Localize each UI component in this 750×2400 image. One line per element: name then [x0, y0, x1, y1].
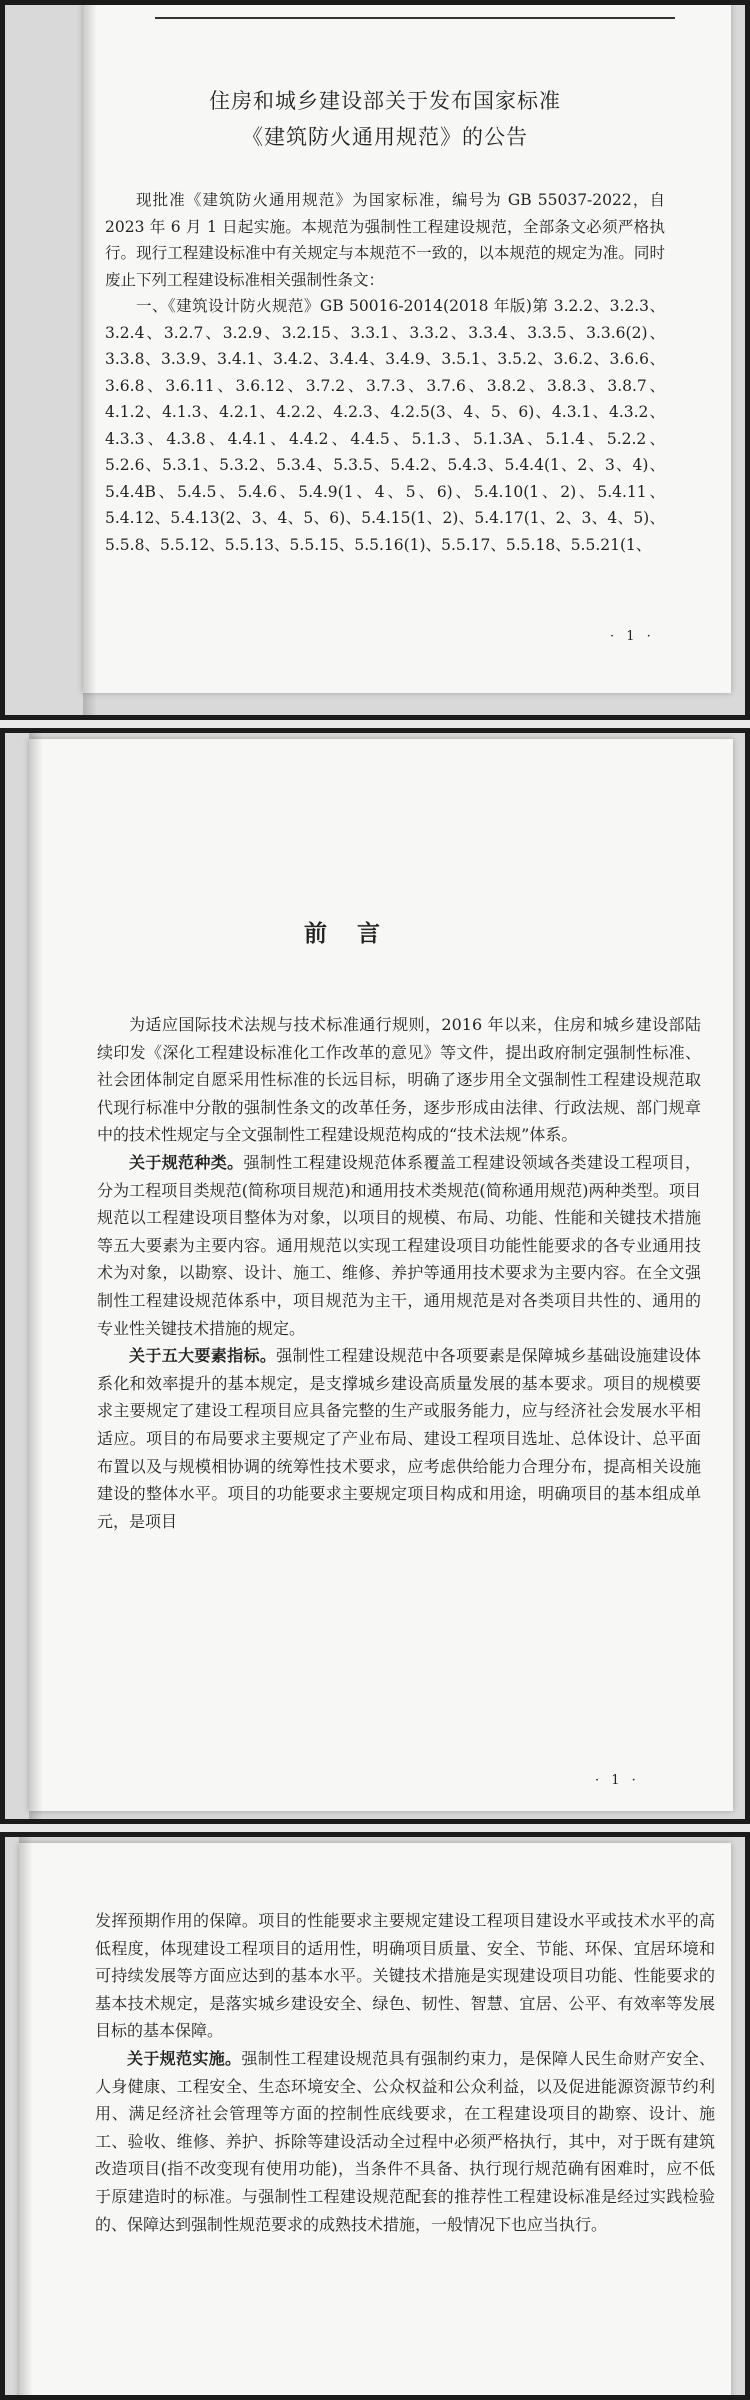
- page-fold-shadow: [19, 1837, 33, 2395]
- body-paragraph: 现批准《建筑防火通用规范》为国家标准，编号为 GB 55037-2022，自 2023 年 6 月 1 日起实施。本规范为强制性工程建设规范，全部条文必须严格执行。现行工程建设标准中有关规定与本规范不一致的，以本规范的规定为准。同时废止下列工程建设标准相关强制性条文：: [105, 191, 665, 289]
- page-fold-shadow: [83, 5, 97, 715]
- page-photo-3: [0, 1832, 750, 2400]
- paragraph-text: 强制性工程建设规范具有强制约束力，是保障人民生命财产安全、人身健康、工程安全、生态环境安全、公众权益和公众利益，以及促进能源资源节约利用、满足经济社会管理等方面的控制性底线要求，在工程建设项目的勘察、设计、施工、验收、维修、养护、拆除等建设活动全过程中必须严格执行，其中，对于既有建筑改造项目(指不改变现有使用功能)，当条件不具备、执行现行规范确有困难时，应不低于原建造时的标准。与强制性工程建设规范配套的推荐性工程建设标准是经过实践检验的、保障达到强制性规范要求的成熟技术措施，一般情况下也应当执行。: [95, 2048, 715, 2234]
- top-rule: [155, 17, 675, 19]
- paragraph-text: 强制性工程建设规范体系覆盖工程建设领域各类建设工程项目，分为工程项目类规范(简称项目规范)和通用技术类规范(简称通用规范)两种类型。项目规范以工程建设项目整体为对象，以项目的规模、布局、功能、性能和关键技术措施等五大要素为主要内容。通用规范以实现工程建设项目功能性能要求的各专业通用技术为对象，以勘察、设计、施工、维修、养护等通用技术要求为主要内容。在全文强制性工程建设规范体系中，项目规范为主干，通用规范是对各类项目共性的、通用的专业性关键技术措施的规定。: [97, 1152, 701, 1338]
- title-line-2: 《建筑防火通用规范》的公告: [242, 125, 528, 149]
- page-photo-1: [0, 0, 750, 720]
- title-line-1: 住房和城乡建设部关于发布国家标准: [209, 89, 561, 113]
- announcement-title: [165, 83, 605, 155]
- preface-heading: 前言: [304, 920, 410, 947]
- announcement-body: [105, 187, 665, 558]
- body-paragraph: [95, 2045, 715, 2238]
- paragraph-lead: 关于五大要素指标。: [129, 1346, 277, 1366]
- paragraph-text: 强制性工程建设规范中各项要素是保障城乡基础设施建设体系化和效率提升的基本规定，是支撑城乡建设高质量发展的基本要求。项目的规模要求主要规定了建设工程项目应具备完整的生产或服务能力，应与经济社会发展水平相适应。项目的布局要求主要规定了产业布局、建设工程项目选址、总体设计、总平面布置以及与规模相协调的统筹性技术要求，应考虑供给能力合理分布，提高相关设施建设的整体水平。项目的功能要求主要规定项目构成和用途，明确项目的基本组成单元，是项目: [97, 1346, 701, 1531]
- body-paragraph: [97, 1149, 701, 1342]
- page-number: · 1 ·: [595, 1773, 640, 1788]
- page-photo-2: [0, 728, 750, 1824]
- paragraph-lead: 关于规范种类。: [129, 1152, 244, 1172]
- body-paragraph: [97, 1011, 701, 1149]
- page-number: · 1 ·: [610, 629, 655, 644]
- paragraph-text: 发挥预期作用的保障。项目的性能要求主要规定建设工程项目建设水平或技术水平的高低程度，体现建设工程项目的适用性，明确项目质量、安全、节能、环保、宜居环境和可持续发展等方面应达到的基本水平。关键技术措施是实现建设项目功能、性能要求的基本技术规定，是落实城乡建设安全、绿色、韧性、智慧、宜居、公平、有效率等发展目标的基本保障。: [95, 1911, 715, 2041]
- preface-continued-body: [95, 1907, 715, 2238]
- page-fold-shadow: [29, 733, 43, 1819]
- paragraph-lead: 关于规范实施。: [127, 2048, 242, 2068]
- preface-body: [97, 1011, 701, 1535]
- body-paragraph: 一、《建筑设计防火规范》GB 50016-2014(2018 年版)第 3.2.2、3.2.3、3.2.4、3.2.7、3.2.9、3.2.15、3.3.1、3.3.2、3.3.4、3.3.5、3.3.6(2)、3.3.8、3.3.9、3.4.1、3.4.2、3.4.4、3.4.9、3.5.1、3.5.2、3.6.2、3.6.6、3.6.8、3.6.11、3.6.12、3.7.2、3.7.3、3.7.6、3.8.2、3.8.3、3.8.7、4.1.2、4.1.3、4.2.1、4.2.2、4.2.3、4.2.5(3、4、5、6)、4.3.1、4.3.2、4.3.3、4.3.8、4.4.1、4.4.2、4.4.5、5.1.3、5.1.3A、5.1.4、5.2.2、5.2.6、5.3.1、5.3.2、5.3.4、5.3.5、5.4.2、5.4.3、5.4.4(1、2、3、4)、5.4.4B、5.4.5、5.4.6、5.4.9(1、4、5、6)、5.4.10(1、2)、5.4.11、5.4.12、5.4.13(2、3、4、5、6)、5.4.15(1、2)、5.4.17(1、2、3、4、5)、5.5.8、5.5.12、5.5.13、5.5.15、5.5.16(1)、5.5.17、5.5.18、5.5.21(1、: [105, 297, 665, 554]
- body-paragraph: [95, 1907, 715, 2045]
- paragraph-text: 为适应国际技术法规与技术标准通行规则，2016 年以来，住房和城乡建设部陆续印发《深化工程建设标准化工作改革的意见》等文件，提出政府制定强制性标准、社会团体制定自愿采用性标准的长远目标，明确了逐步用全文强制性工程建设规范取代现行标准中分散的强制性条文的改革任务，逐步形成由法律、行政法规、部门规章中的技术性规定与全文强制性工程建设规范构成的“技术法规”体系。: [97, 1015, 701, 1145]
- body-paragraph: [97, 1342, 701, 1535]
